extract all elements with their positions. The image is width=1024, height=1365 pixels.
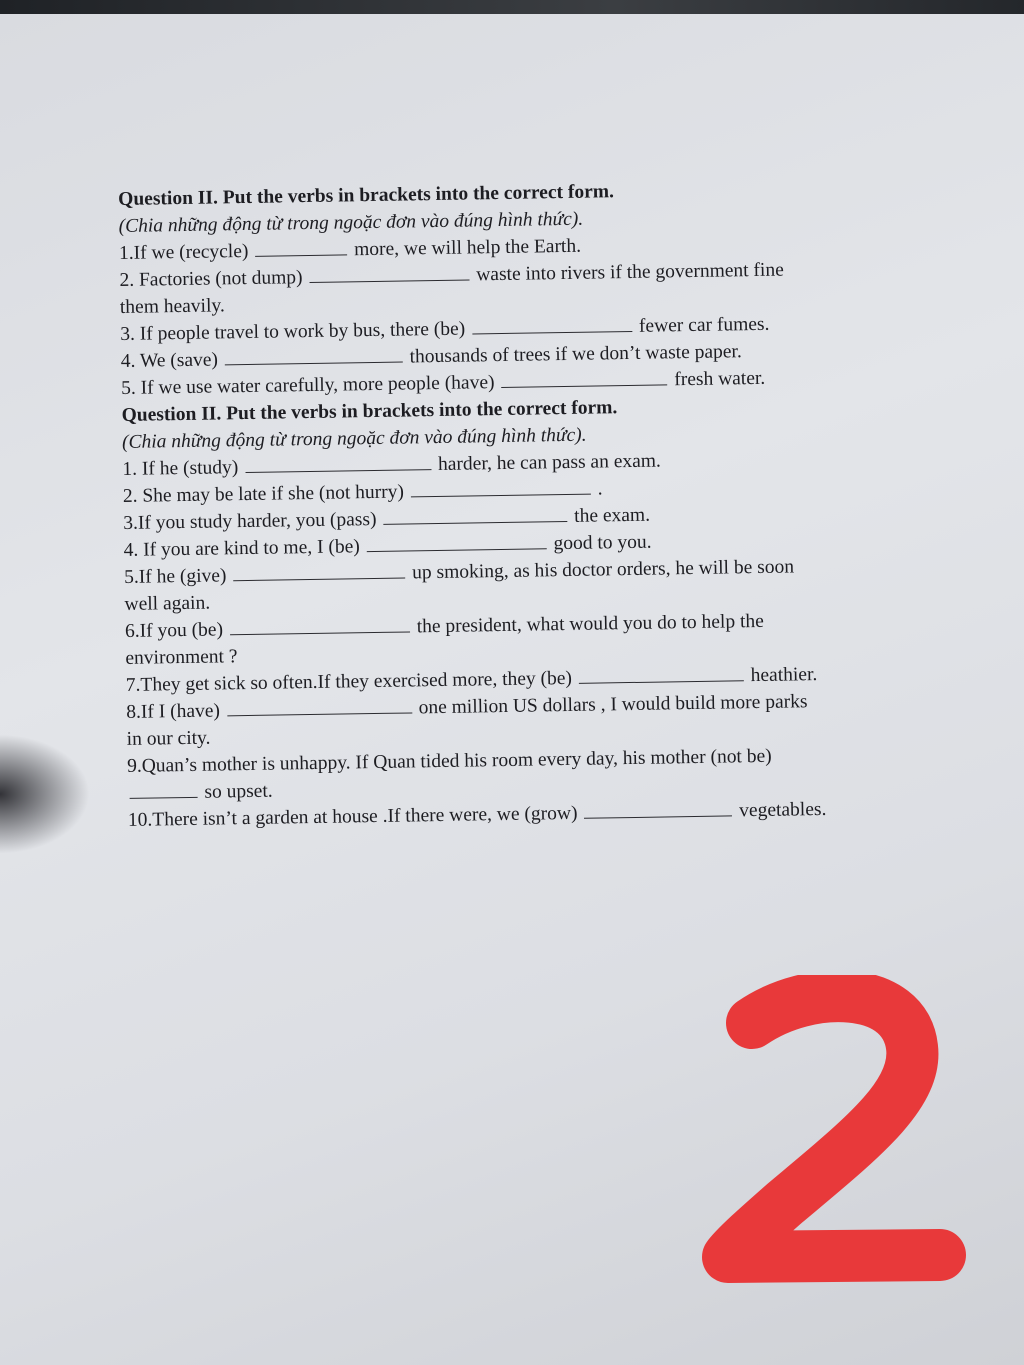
question-text: 3. If people travel to work by bus, there (be) [120, 318, 466, 345]
question-text: more, we will help the Earth. [353, 235, 582, 261]
question-text: 6.If you (be) [124, 619, 224, 642]
answer-blank[interactable] [255, 236, 347, 256]
question-text: 1.If we (recycle) [118, 240, 249, 264]
answer-blank[interactable] [225, 344, 403, 366]
question-text: 4. If you are kind to me, I (be) [123, 536, 360, 561]
answer-blank[interactable] [411, 476, 591, 498]
section-heading: Question II. Put the verbs in brackets into the correct form. [121, 397, 618, 426]
question-text: fewer car fumes. [638, 313, 770, 337]
question-text: 10.There isn’t a garden at house .If there were, we (grow) [127, 802, 578, 831]
question-text: heathier. [750, 664, 818, 687]
question-text: 7.They get sick so often.If they exercised more, they (be) [125, 667, 573, 696]
question-text: 9.Quan’s mother is unhappy. If Quan tided his room every day, his mother (not be) [126, 745, 772, 777]
answer-blank[interactable] [501, 366, 667, 388]
answer-blank[interactable] [230, 613, 410, 635]
question-text: 8.If I (have) [126, 700, 221, 723]
question-text: one million US dollars , I would build more parks [418, 691, 808, 719]
answer-blank[interactable] [366, 530, 546, 552]
section-instruction: (Chia những động từ trong ngoặc đơn vào đúng hình thức). [118, 208, 584, 237]
answer-blank[interactable] [227, 694, 412, 716]
handwritten-number-label: 2 [690, 975, 691, 976]
question-text: 4. We (save) [120, 349, 219, 372]
question-text: 3.If you study harder, you (pass) [123, 508, 377, 534]
question-text: 2. Factories (not dump) [119, 267, 303, 291]
question-text: 5.If he (give) [123, 565, 227, 588]
question-text: so upset. [204, 780, 273, 803]
answer-blank[interactable] [383, 503, 567, 525]
answer-blank[interactable] [309, 261, 469, 283]
question-text: vegetables. [739, 798, 827, 822]
question-text: 5. If we use water carefully, more people (have) [121, 372, 495, 399]
question-text: waste into rivers if the government fine [476, 259, 784, 286]
exercise-line-continued: them heavily. [119, 295, 225, 318]
question-text: 1. If he (study) [122, 457, 239, 480]
exercise-line-continued: in our city. [126, 727, 211, 750]
handwritten-number-two [690, 975, 975, 1295]
question-text: 2. She may be late if she (not hurry) [122, 481, 405, 507]
question-text: . [597, 478, 603, 500]
question-text: harder, he can pass an exam. [437, 450, 662, 476]
question-text: up smoking, as his doctor orders, he will be soon [412, 556, 795, 584]
answer-blank[interactable] [472, 313, 632, 335]
exercise-line-continued: environment ? [125, 646, 238, 669]
answer-blank[interactable] [579, 662, 744, 684]
answer-blank[interactable] [245, 451, 431, 473]
question-text: good to you. [553, 531, 652, 555]
exercise-line-continued: well again. [124, 592, 211, 615]
worksheet-text [118, 173, 968, 834]
answer-blank[interactable] [584, 797, 732, 818]
question-text: thousands of trees if we don’t waste paper. [409, 341, 742, 368]
question-text: fresh water. [674, 367, 766, 391]
question-text: the exam. [574, 504, 651, 527]
answer-blank[interactable] [129, 779, 197, 799]
section-heading: Question II. Put the verbs in brackets into the correct form. [118, 181, 615, 210]
answer-blank[interactable] [233, 560, 405, 582]
finger-shadow [0, 734, 90, 854]
question-text: the president, what would you do to help the [416, 610, 765, 638]
section-instruction: (Chia những động từ trong ngoặc đơn vào đúng hình thức). [121, 424, 587, 453]
desk-background [0, 0, 1024, 14]
